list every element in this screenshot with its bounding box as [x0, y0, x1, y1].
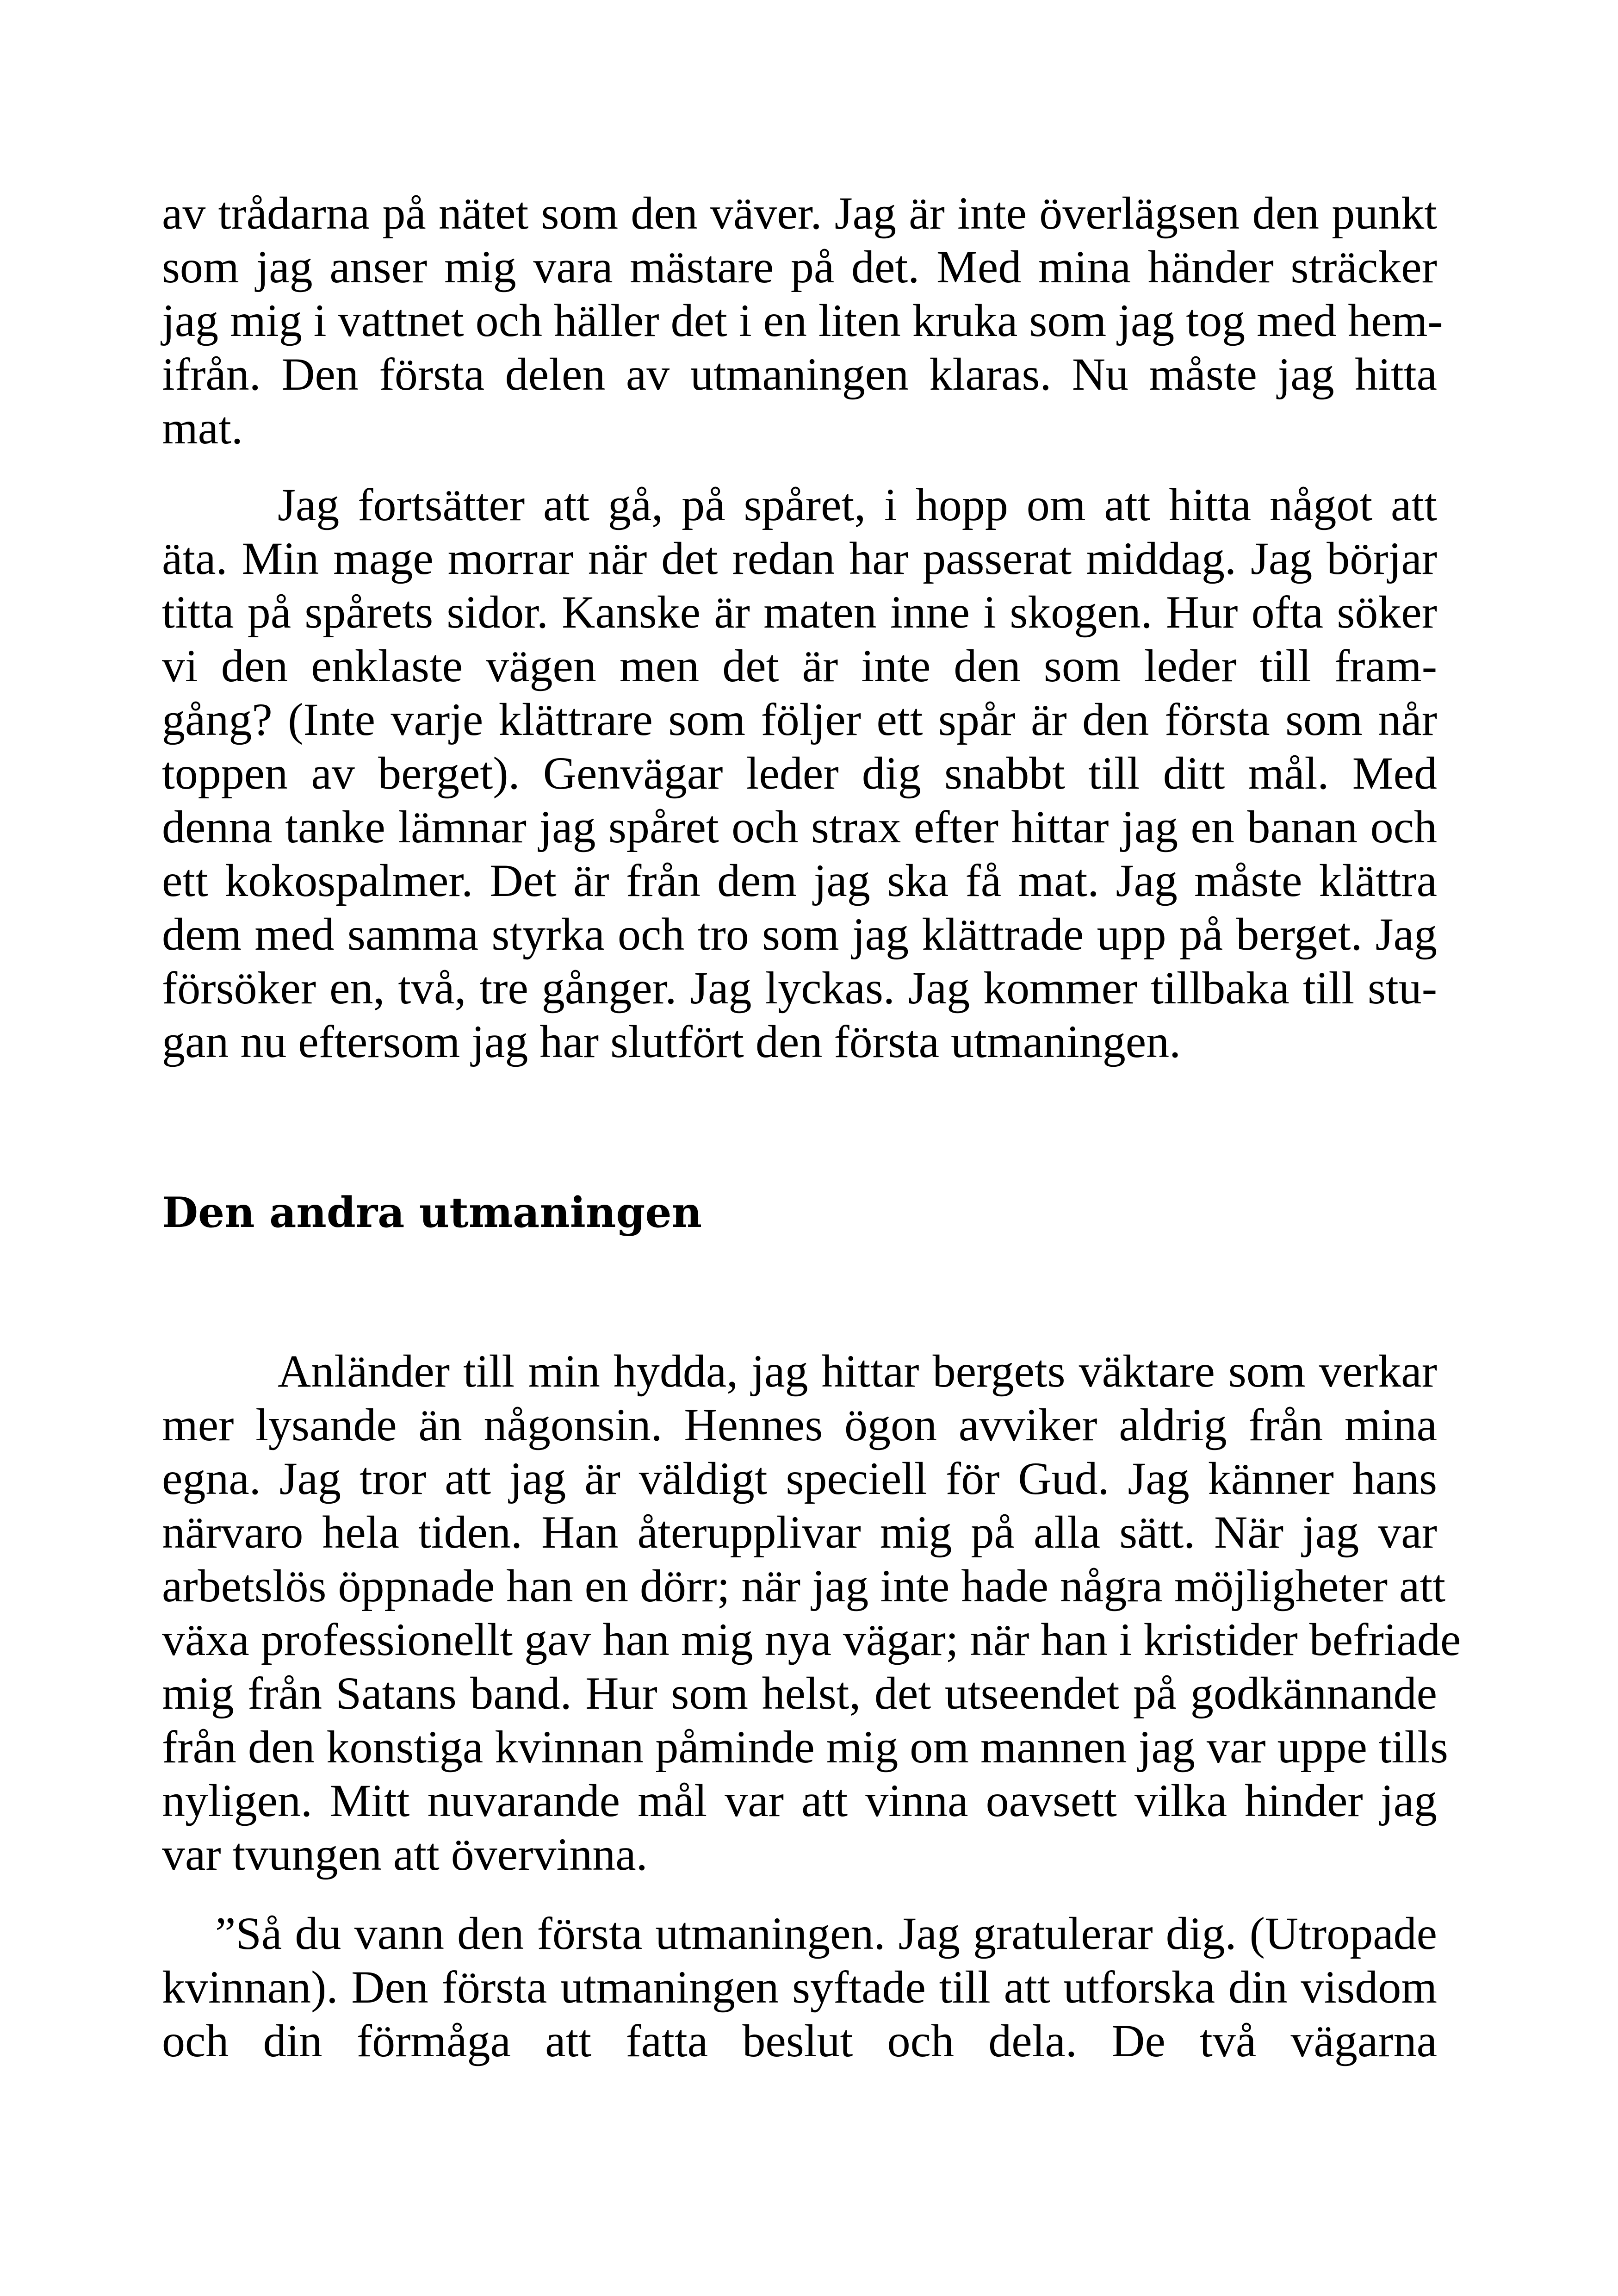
text-line: egna. Jag tror att jag är väldigt speciell för Gud. Jag känner hans — [162, 1453, 1437, 1504]
text-line: kvinnan). Den första utmaningen syftade till att utforska din visdom — [162, 1961, 1437, 2013]
text-line: mig från Satans band. Hur som helst, det utseendet på godkännande — [162, 1668, 1437, 1719]
text-line: denna tanke lämnar jag spåret och strax efter hittar jag en banan och — [162, 801, 1437, 852]
text-line: arbetslös öppnade han en dörr; när jag inte hade några möjligheter att — [162, 1560, 1445, 1612]
text-line: mat. — [162, 402, 243, 454]
text-line: närvaro hela tiden. Han återupplivar mig på alla sätt. När jag var — [162, 1506, 1437, 1558]
text-line: ett kokospalmer. Det är från dem jag ska få mat. Jag måste klättra — [162, 855, 1437, 906]
text-line: växa professionellt gav han mig nya vägar; när han i kristider befriade — [162, 1614, 1461, 1665]
paragraph-1 — [162, 187, 1443, 455]
paragraph-4 — [162, 1907, 1437, 2068]
text-line: Anländer till min hydda, jag hittar bergets väktare som verkar — [278, 1345, 1437, 1397]
text-line: och din förmåga att fatta beslut och dela. De två vägarna — [162, 2015, 1437, 2066]
text-line: ifrån. Den första delen av utmaningen klaras. Nu måste jag hitta — [162, 348, 1437, 400]
text-line: gan nu eftersom jag har slutfört den första utmaningen. — [162, 1016, 1181, 1067]
paragraph-2 — [162, 478, 1437, 1069]
text-line: äta. Min mage morrar när det redan har passerat middag. Jag börjar — [162, 533, 1437, 584]
text-line: Jag fortsätter att gå, på spåret, i hopp om att hitta något att — [278, 479, 1437, 530]
text-line: jag mig i vattnet och häller det i en liten kruka som jag tog med hem- — [162, 295, 1443, 346]
text-line: vi den enklaste vägen men det är inte den som leder till fram- — [162, 640, 1437, 691]
text-line: ”Så du vann den första utmaningen. Jag gratulerar dig. (Utropade — [215, 1908, 1437, 1959]
text-line: titta på spårets sidor. Kanske är maten inne i skogen. Hur ofta söker — [162, 586, 1437, 638]
text-line: toppen av berget). Genvägar leder dig snabbt till ditt mål. Med — [162, 747, 1437, 799]
text-line: gång? (Inte varje klättrare som följer ett spår är den första som når — [162, 694, 1437, 745]
text-line: nyligen. Mitt nuvarande mål var att vinna oavsett vilka hinder jag — [162, 1775, 1437, 1826]
text-line: var tvungen att övervinna. — [162, 1829, 648, 1880]
text-line: som jag anser mig vara mästare på det. Med mina händer sträcker — [162, 241, 1437, 292]
text-line: från den konstiga kvinnan påminde mig om mannen jag var uppe tills — [162, 1721, 1448, 1773]
section-heading: Den andra utmaningen — [162, 1188, 702, 1237]
text-line: mer lysande än någonsin. Hennes ögon avviker aldrig från mina — [162, 1399, 1437, 1450]
text-line: dem med samma styrka och tro som jag klättrade upp på berget. Jag — [162, 908, 1437, 960]
paragraph-3 — [162, 1344, 1461, 1881]
text-line: av trådarna på nätet som den väver. Jag är inte överlägsen den punkt — [162, 187, 1437, 239]
text-line: försöker en, två, tre gånger. Jag lyckas. Jag kommer tillbaka till stu- — [162, 962, 1437, 1014]
